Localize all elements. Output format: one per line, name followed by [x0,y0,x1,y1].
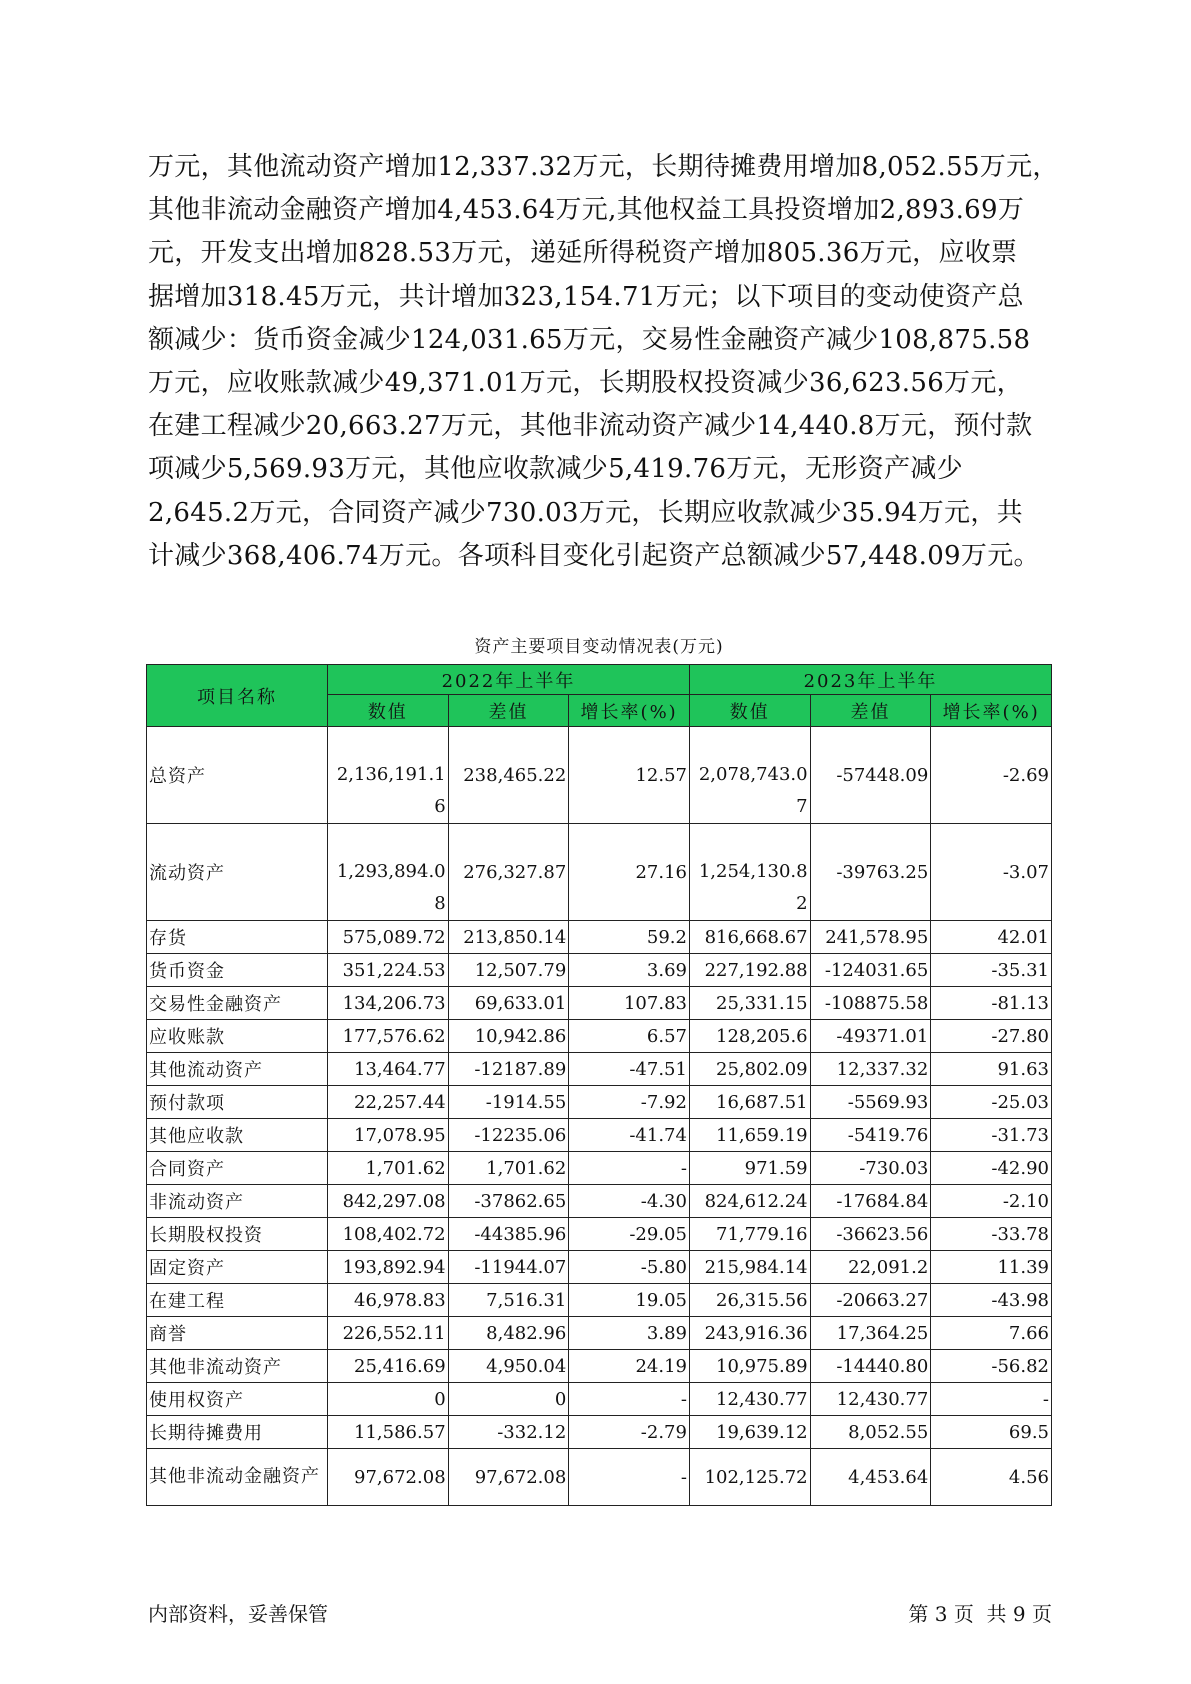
cell-g22: - [569,1383,690,1416]
cell-v23: 10,975.89 [689,1350,810,1383]
cell-v23: 12,430.77 [689,1383,810,1416]
table-row [147,1086,1052,1119]
cell-g22: 24.19 [569,1350,690,1383]
cell-d22: 238,465.22 [448,727,569,824]
row-label: 货币资金 [147,954,328,987]
cell-d23: 8,052.55 [810,1416,931,1449]
cell-d23: -36623.56 [810,1218,931,1251]
cell-d22: 4,950.04 [448,1350,569,1383]
cell-d22: 69,633.01 [448,987,569,1020]
cell-d23: -5569.93 [810,1086,931,1119]
cell-v23: 11,659.19 [689,1119,810,1152]
table-row [147,1020,1052,1053]
cell-g23: -43.98 [931,1284,1052,1317]
header-value: 数值 [689,695,810,727]
cell-g22: -47.51 [569,1053,690,1086]
row-label: 非流动资产 [147,1185,328,1218]
row-label: 交易性金融资产 [147,987,328,1020]
header-value: 数值 [327,695,448,727]
cell-d23: -17684.84 [810,1185,931,1218]
table-row [147,1317,1052,1350]
paragraph-line: 万元，其他流动资产增加12,337.32万元，长期待摊费用增加8,052.55万元， [148,152,1059,182]
row-label: 应收账款 [147,1020,328,1053]
cell-d23: 241,578.95 [810,921,931,954]
cell-d23: -20663.27 [810,1284,931,1317]
footer-page-number: 第 3 页 共 9 页 [908,1602,1052,1626]
cell-g22: 3.69 [569,954,690,987]
cell-v22: 1,293,894.08 [327,824,448,921]
table-row [147,1152,1052,1185]
cell-v22: 97,672.08 [327,1449,448,1506]
cell-v22: 1,701.62 [327,1152,448,1185]
table-row [147,1416,1052,1449]
header-growth: 增长率(%) [569,695,690,727]
row-label: 其他流动资产 [147,1053,328,1086]
row-label: 存货 [147,921,328,954]
cell-g22: 12.57 [569,727,690,824]
paragraph-line: 其他非流动金融资产增加4,453.64万元,其他权益工具投资增加2,893.69万 [148,195,1025,226]
cell-g22: -29.05 [569,1218,690,1251]
cell-d22: 97,672.08 [448,1449,569,1506]
cell-d22: -37862.65 [448,1185,569,1218]
cell-d22: -12187.89 [448,1053,569,1086]
row-label: 商誉 [147,1317,328,1350]
header-period-2022: 2022年上半年 [327,665,689,695]
table-row [147,1383,1052,1416]
cell-d23: -14440.80 [810,1350,931,1383]
cell-g23: -3.07 [931,824,1052,921]
cell-v22: 134,206.73 [327,987,448,1020]
cell-g23: 7.66 [931,1317,1052,1350]
cell-d23: -124031.65 [810,954,931,987]
row-label: 在建工程 [147,1284,328,1317]
cell-g23: 91.63 [931,1053,1052,1086]
cell-g23: 11.39 [931,1251,1052,1284]
cell-v23: 2,078,743.07 [689,727,810,824]
row-label: 固定资产 [147,1251,328,1284]
cell-g22: -41.74 [569,1119,690,1152]
cell-v22: 17,078.95 [327,1119,448,1152]
cell-v22: 11,586.57 [327,1416,448,1449]
header-item-name: 项目名称 [147,665,328,727]
cell-g22: 19.05 [569,1284,690,1317]
cell-d22: -44385.96 [448,1218,569,1251]
cell-g22: -2.79 [569,1416,690,1449]
cell-v22: 46,978.83 [327,1284,448,1317]
table-row [147,1284,1052,1317]
cell-g23: -35.31 [931,954,1052,987]
cell-v23: 19,639.12 [689,1416,810,1449]
row-label: 合同资产 [147,1152,328,1185]
cell-g23: -33.78 [931,1218,1052,1251]
cell-d23: -39763.25 [810,824,931,921]
cell-g22: -5.80 [569,1251,690,1284]
cell-v23: 16,687.51 [689,1086,810,1119]
cell-v22: 0 [327,1383,448,1416]
cell-d22: 10,942.86 [448,1020,569,1053]
cell-d23: 12,337.32 [810,1053,931,1086]
row-label: 长期股权投资 [147,1218,328,1251]
cell-v23: 243,916.36 [689,1317,810,1350]
cell-v23: 971.59 [689,1152,810,1185]
cell-v22: 351,224.53 [327,954,448,987]
row-label: 其他非流动金融资产 [147,1449,328,1506]
cell-d22: -11944.07 [448,1251,569,1284]
table-caption: 资产主要项目变动情况表(万元) [474,637,724,657]
cell-v22: 575,089.72 [327,921,448,954]
cell-d22: -12235.06 [448,1119,569,1152]
cell-d23: 22,091.2 [810,1251,931,1284]
cell-g23: -42.90 [931,1152,1052,1185]
cell-g22: -7.92 [569,1086,690,1119]
cell-g22: 59.2 [569,921,690,954]
paragraph-line: 在建工程减少20,663.27万元，其他非流动资产减少14,440.8万元，预付款 [148,411,1033,442]
cell-d22: 1,701.62 [448,1152,569,1185]
cell-d23: -57448.09 [810,727,931,824]
cell-g22: - [569,1152,690,1185]
cell-d23: -730.03 [810,1152,931,1185]
cell-d23: -108875.58 [810,987,931,1020]
cell-v22: 13,464.77 [327,1053,448,1086]
cell-v23: 26,315.56 [689,1284,810,1317]
cell-v22: 22,257.44 [327,1086,448,1119]
cell-g22: 27.16 [569,824,690,921]
paragraph-line: 万元，应收账款减少49,371.01万元，长期股权投资减少36,623.56万元， [148,368,1023,399]
paragraph-line: 项减少5,569.93万元，其他应收款减少5,419.76万元，无形资产减少 [148,454,963,485]
cell-v22: 108,402.72 [327,1218,448,1251]
cell-g22: 6.57 [569,1020,690,1053]
cell-g23: -2.10 [931,1185,1052,1218]
cell-d22: 7,516.31 [448,1284,569,1317]
row-label: 总资产 [147,727,328,824]
table-row [147,987,1052,1020]
cell-g23: -25.03 [931,1086,1052,1119]
cell-v23: 1,254,130.82 [689,824,810,921]
cell-g22: 3.89 [569,1317,690,1350]
cell-g22: 107.83 [569,987,690,1020]
cell-v23: 102,125.72 [689,1449,810,1506]
paragraph-line: 2,645.2万元，合同资产减少730.03万元，长期应收款减少35.94万元，共 [148,497,1023,528]
cell-v23: 128,205.6 [689,1020,810,1053]
cell-v22: 2,136,191.16 [327,727,448,824]
cell-g22: -4.30 [569,1185,690,1218]
cell-d22: 276,327.87 [448,824,569,921]
cell-g23: -31.73 [931,1119,1052,1152]
cell-d22: 0 [448,1383,569,1416]
paragraph-line: 额减少：货币资金减少124,031.65万元，交易性金融资产减少108,875.58 [148,324,1031,355]
header-diff: 差值 [810,695,931,727]
cell-v23: 25,331.15 [689,987,810,1020]
cell-d22: -332.12 [448,1416,569,1449]
cell-g23: 4.56 [931,1449,1052,1506]
cell-v23: 824,612.24 [689,1185,810,1218]
cell-d22: 213,850.14 [448,921,569,954]
row-label: 预付款项 [147,1086,328,1119]
cell-d23: 17,364.25 [810,1317,931,1350]
table-row [147,1218,1052,1251]
table-row [147,921,1052,954]
table-row [147,1119,1052,1152]
cell-v22: 226,552.11 [327,1317,448,1350]
cell-v23: 215,984.14 [689,1251,810,1284]
cell-g23: -81.13 [931,987,1052,1020]
table-row [147,1185,1052,1218]
cell-g23: 69.5 [931,1416,1052,1449]
cell-v23: 25,802.09 [689,1053,810,1086]
cell-v23: 227,192.88 [689,954,810,987]
cell-v22: 177,576.62 [327,1020,448,1053]
footer-confidential-note: 内部资料，妥善保管 [148,1602,328,1626]
cell-d23: 4,453.64 [810,1449,931,1506]
cell-v22: 842,297.08 [327,1185,448,1218]
cell-d23: -5419.76 [810,1119,931,1152]
table-row [147,727,1052,824]
cell-d22: 12,507.79 [448,954,569,987]
cell-g23: 42.01 [931,921,1052,954]
cell-v22: 193,892.94 [327,1251,448,1284]
body-paragraph [148,146,1059,578]
cell-d22: 8,482.96 [448,1317,569,1350]
table-row [147,824,1052,921]
cell-g23: - [931,1383,1052,1416]
row-label: 流动资产 [147,824,328,921]
cell-d23: -49371.01 [810,1020,931,1053]
row-label: 长期待摊费用 [147,1416,328,1449]
asset-change-table [146,664,1052,1506]
cell-v22: 25,416.69 [327,1350,448,1383]
cell-d22: -1914.55 [448,1086,569,1119]
table-row [147,1053,1052,1086]
row-label: 使用权资产 [147,1383,328,1416]
table-row [147,1251,1052,1284]
header-growth: 增长率(%) [931,695,1052,727]
cell-v23: 816,668.67 [689,921,810,954]
cell-g23: -27.80 [931,1020,1052,1053]
row-label: 其他非流动资产 [147,1350,328,1383]
paragraph-line: 元，开发支出增加828.53万元，递延所得税资产增加805.36万元，应收票 [148,238,1018,269]
paragraph-line: 计减少368,406.74万元。各项科目变化引起资产总额减少57,448.09万元。 [148,540,1040,571]
cell-g23: -2.69 [931,727,1052,824]
header-period-2023: 2023年上半年 [689,665,1051,695]
cell-d23: 12,430.77 [810,1383,931,1416]
paragraph-line: 据增加318.45万元，共计增加323,154.71万元；以下项目的变动使资产总 [148,281,1024,312]
cell-g23: -56.82 [931,1350,1052,1383]
table-row [147,1350,1052,1383]
row-label: 其他应收款 [147,1119,328,1152]
table-row [147,954,1052,987]
header-diff: 差值 [448,695,569,727]
cell-g22: - [569,1449,690,1506]
table-row [147,1449,1052,1506]
cell-v23: 71,779.16 [689,1218,810,1251]
